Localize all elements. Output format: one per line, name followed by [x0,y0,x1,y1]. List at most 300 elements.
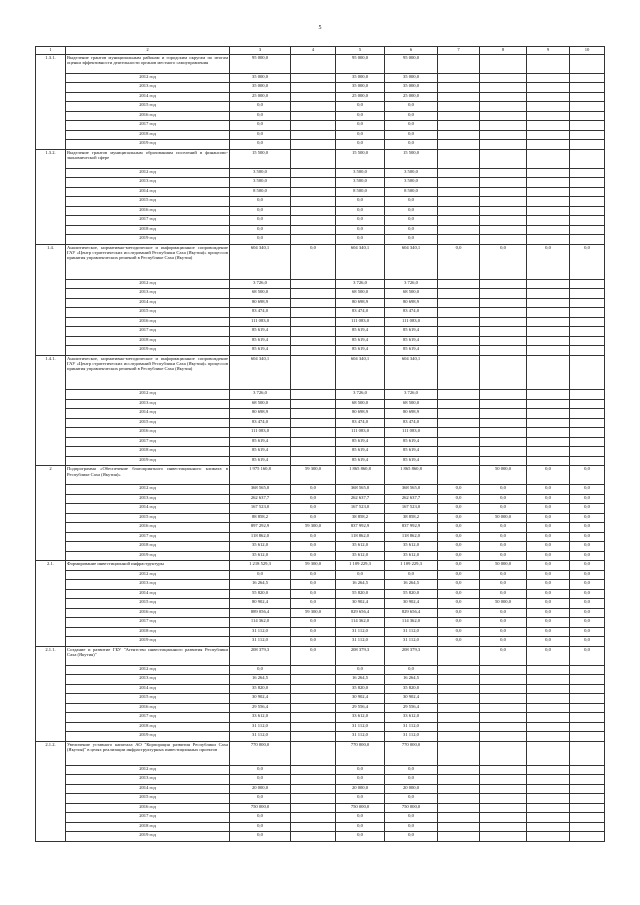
value-cell [570,784,605,794]
value-cell [527,121,570,131]
value-cell [291,168,336,178]
value-cell [527,784,570,794]
value-cell: 25 000,0 [385,92,438,102]
value-cell: 0,0 [438,485,480,495]
row-code: 2 [36,466,66,561]
value-cell: 1 975 160,8 [230,466,291,485]
value-cell [438,399,480,409]
value-cell [570,447,605,457]
year-row [36,216,605,226]
value-cell [291,298,336,308]
value-cell [291,437,336,447]
value-cell: 31 112,0 [336,732,385,742]
value-cell: 0,0 [527,504,570,514]
value-cell: 0,0 [385,235,438,245]
value-cell: 30 902,4 [336,599,385,609]
value-cell: 1 109 229,3 [385,561,438,571]
value-cell: 0,0 [336,111,385,121]
year-label: 2016 год [66,703,230,713]
year-label: 2017 год [66,121,230,131]
year-label: 2019 год [66,637,230,647]
value-cell: 0,0 [336,235,385,245]
year-label: 2013 год [66,83,230,93]
value-cell [291,308,336,318]
value-cell: 31 112,0 [336,722,385,732]
value-cell [438,225,480,235]
year-row [36,684,605,694]
value-cell: 0,0 [570,244,605,279]
year-label: 2016 год [66,111,230,121]
year-label: 2014 год [66,784,230,794]
value-cell [480,675,527,685]
value-cell [480,409,527,419]
value-cell: 0,0 [385,813,438,823]
value-cell: 208 379,3 [336,646,385,665]
value-cell: 0,0 [438,523,480,533]
value-cell: 0,0 [527,646,570,665]
value-cell: 30 902,4 [336,694,385,704]
value-cell [438,289,480,299]
value-cell [527,83,570,93]
value-cell [291,121,336,131]
column-header: 3 [230,47,291,55]
year-label: 2013 год [66,178,230,188]
value-cell: 0,0 [570,504,605,514]
year-row [36,570,605,580]
value-cell: 0,0 [385,121,438,131]
value-cell: 0,0 [480,570,527,580]
value-cell: 0,0 [336,765,385,775]
value-cell [438,722,480,732]
value-cell [570,684,605,694]
value-cell [570,317,605,327]
value-cell: 50 000,0 [480,513,527,523]
year-row [36,532,605,542]
year-row [36,111,605,121]
year-row [36,289,605,299]
year-label: 2012 год [66,279,230,289]
value-cell: 0,0 [291,542,336,552]
value-cell [527,140,570,150]
value-cell: 0,0 [527,485,570,495]
value-cell: 38 858,2 [336,513,385,523]
value-cell: 50 000,0 [480,599,527,609]
year-label: 2018 год [66,447,230,457]
value-cell [570,437,605,447]
value-cell [438,140,480,150]
year-row [36,832,605,842]
year-label: 2016 год [66,608,230,618]
value-cell [291,665,336,675]
value-cell: 35 820,0 [336,684,385,694]
value-cell: 0,0 [527,494,570,504]
value-cell [438,813,480,823]
value-cell [438,92,480,102]
value-cell: 0,0 [291,485,336,495]
value-cell [527,317,570,327]
value-cell [570,187,605,197]
value-cell: 0,0 [230,111,291,121]
value-cell [570,55,605,74]
value-cell: 85 619,4 [385,456,438,466]
value-cell [438,803,480,813]
value-cell: 167 523,0 [385,504,438,514]
value-cell: 0,0 [480,542,527,552]
value-cell: 35 612,0 [336,551,385,561]
year-row [36,83,605,93]
value-cell: 0,0 [438,599,480,609]
value-cell: 20 000,0 [230,784,291,794]
value-cell: 8 500,0 [385,187,438,197]
year-label: 2013 год [66,494,230,504]
table-row [36,55,605,74]
value-cell [291,694,336,704]
value-cell: 0,0 [570,618,605,628]
value-cell: 80 902,4 [230,599,291,609]
value-cell: 31 112,0 [385,732,438,742]
value-cell [291,428,336,438]
value-cell [570,298,605,308]
value-cell: 0,0 [385,832,438,842]
value-cell: 25 000,0 [230,92,291,102]
value-cell [480,130,527,140]
value-cell [570,346,605,356]
value-cell [291,713,336,723]
value-cell: 0,0 [336,102,385,112]
value-cell: 30 902,4 [385,694,438,704]
value-cell: 0,0 [230,794,291,804]
value-cell: 83 474,0 [385,308,438,318]
value-cell: 0,0 [438,570,480,580]
value-cell [570,418,605,428]
year-label: 2015 год [66,513,230,523]
row-title: Аналитическое, нормативно-методическое и информационное сопровождение ГАУ «Центр стратегических исследований Республики Саха (Якутия)» процессов принятия управленческих решений в Республике Саха (Якутия) [66,244,230,279]
year-row [36,775,605,785]
value-cell: 85 619,4 [230,447,291,457]
value-cell [480,803,527,813]
value-cell: 55 820,0 [336,589,385,599]
value-cell: 68 500,0 [336,289,385,299]
value-cell: 35 000,0 [385,73,438,83]
value-cell [438,784,480,794]
value-cell: 0,0 [336,121,385,131]
value-cell [527,197,570,207]
value-cell [527,346,570,356]
value-cell [527,456,570,466]
value-cell [291,92,336,102]
value-cell: 29 556,4 [336,703,385,713]
row-code: 2.1.1. [36,646,66,741]
year-label: 2016 год [66,523,230,533]
value-cell: 0,0 [438,494,480,504]
year-row [36,618,605,628]
value-cell [480,317,527,327]
value-cell [527,298,570,308]
value-cell: 31 112,0 [230,722,291,732]
value-cell [480,197,527,207]
value-cell: 111 083,0 [385,317,438,327]
year-row [36,551,605,561]
value-cell [527,813,570,823]
value-cell: 837 992,9 [336,523,385,533]
value-cell: 0,0 [527,570,570,580]
value-cell: 1 865 860,8 [336,466,385,485]
value-cell: 35 000,0 [230,73,291,83]
value-cell: 85 619,4 [385,327,438,337]
year-label: 2017 год [66,813,230,823]
value-cell [480,437,527,447]
value-cell [438,178,480,188]
value-cell [291,73,336,83]
year-label: 2018 год [66,822,230,832]
year-row [36,92,605,102]
value-cell [527,73,570,83]
year-row [36,390,605,400]
value-cell: 0,0 [385,206,438,216]
year-row [36,418,605,428]
value-cell: 118 862,0 [230,532,291,542]
value-cell: 30 902,4 [230,694,291,704]
value-cell: 0,0 [336,775,385,785]
value-cell: 20 000,0 [385,784,438,794]
value-cell: 3 500,0 [230,178,291,188]
value-cell [291,775,336,785]
value-cell [291,447,336,457]
value-cell [291,732,336,742]
year-row [36,168,605,178]
value-cell: 0,0 [438,244,480,279]
value-cell: 29 556,4 [230,703,291,713]
value-cell: 16 264,5 [385,580,438,590]
value-cell [291,216,336,226]
value-cell: 118 862,0 [385,532,438,542]
value-cell [527,216,570,226]
value-cell: 85 619,4 [336,327,385,337]
value-cell: 31 112,0 [385,637,438,647]
value-cell: 35 612,0 [336,542,385,552]
year-label: 2014 год [66,187,230,197]
value-cell: 55 820,0 [385,589,438,599]
value-cell [570,665,605,675]
year-label: 2013 год [66,675,230,685]
value-cell [438,646,480,665]
year-row [36,665,605,675]
value-cell [570,102,605,112]
value-cell: 770 000,0 [230,741,291,765]
row-title: Создание и развитие ГБУ "Агентство инвестиционного развития Республики Саха (Якутия)" [66,646,230,665]
value-cell: 0,0 [385,102,438,112]
row-code: 1.3.1. [36,55,66,150]
year-label: 2013 год [66,399,230,409]
value-cell: 368 565,0 [385,485,438,495]
value-cell [438,308,480,318]
value-cell [438,279,480,289]
value-cell: 0,0 [480,485,527,495]
value-cell: 0,0 [438,504,480,514]
value-cell [438,102,480,112]
year-label: 2019 год [66,732,230,742]
value-cell: 59 300,0 [291,608,336,618]
value-cell [570,355,605,390]
value-cell [570,308,605,318]
value-cell: 83 474,0 [336,308,385,318]
value-cell: 0,0 [570,485,605,495]
year-row [36,327,605,337]
value-cell [438,235,480,245]
value-cell [291,822,336,832]
year-row [36,456,605,466]
value-cell [570,399,605,409]
value-cell [480,684,527,694]
value-cell [438,327,480,337]
value-cell: 80 698,9 [230,298,291,308]
value-cell [570,140,605,150]
value-cell [570,765,605,775]
value-cell: 0,0 [570,561,605,571]
value-cell [480,187,527,197]
value-cell [291,83,336,93]
value-cell [570,803,605,813]
column-header: 2 [66,47,230,55]
value-cell: 8 500,0 [336,187,385,197]
year-label: 2013 год [66,580,230,590]
value-cell: 85 619,4 [336,437,385,447]
value-cell [527,765,570,775]
value-cell [291,317,336,327]
value-cell: 0,0 [527,523,570,533]
value-cell [438,765,480,775]
value-cell: 0,0 [527,589,570,599]
value-cell: 167 523,0 [336,504,385,514]
value-cell [438,346,480,356]
year-label: 2015 год [66,794,230,804]
value-cell: 85 619,4 [385,336,438,346]
value-cell: 118 862,0 [336,532,385,542]
year-row [36,130,605,140]
year-label: 2017 год [66,618,230,628]
year-label: 2012 год [66,390,230,400]
value-cell [480,102,527,112]
value-cell: 889 056,4 [230,608,291,618]
value-cell: 30 902,4 [385,599,438,609]
value-cell: 31 112,0 [385,722,438,732]
value-cell [480,784,527,794]
value-cell [527,832,570,842]
value-cell: 829 656,4 [336,608,385,618]
column-header: 4 [291,47,336,55]
value-cell [291,418,336,428]
value-cell [527,168,570,178]
value-cell: 16 264,5 [230,580,291,590]
value-cell [438,390,480,400]
value-cell [480,216,527,226]
value-cell [570,713,605,723]
value-cell: 0,0 [570,627,605,637]
column-header: 9 [527,47,570,55]
value-cell: 0,0 [480,523,527,533]
year-label: 2014 год [66,589,230,599]
year-label: 2015 год [66,599,230,609]
value-cell: 35 820,0 [385,684,438,694]
value-cell [527,279,570,289]
value-cell: 68 500,0 [230,399,291,409]
value-cell: 0,0 [336,832,385,842]
value-cell: 0,0 [230,225,291,235]
value-cell [527,111,570,121]
value-cell [527,665,570,675]
value-cell: 0,0 [438,551,480,561]
year-row [36,225,605,235]
value-cell [291,55,336,74]
table-row [36,741,605,765]
year-label: 2018 год [66,225,230,235]
value-cell [291,149,336,168]
value-cell [527,102,570,112]
value-cell [291,390,336,400]
value-cell: 0,0 [230,197,291,207]
value-cell [291,336,336,346]
value-cell: 55 820,0 [230,589,291,599]
value-cell [570,336,605,346]
value-cell: 3 500,0 [230,168,291,178]
value-cell: 80 698,9 [336,409,385,419]
value-cell: 68 500,0 [230,289,291,299]
value-cell [291,355,336,390]
value-cell: 0,0 [527,466,570,485]
value-cell [291,346,336,356]
value-cell: 604 340,1 [336,355,385,390]
value-cell: 0,0 [527,542,570,552]
value-cell [291,684,336,694]
value-cell: 0,0 [570,599,605,609]
value-cell [291,130,336,140]
value-cell [480,206,527,216]
value-cell: 1 109 229,3 [336,561,385,571]
value-cell [438,822,480,832]
row-title: Формирование инвестиционной инфраструктуры [66,561,230,571]
value-cell: 111 083,0 [336,317,385,327]
value-cell [480,289,527,299]
value-cell: 604 340,1 [385,244,438,279]
value-cell [570,216,605,226]
value-cell: 0,0 [570,494,605,504]
value-cell: 80 698,9 [385,409,438,419]
value-cell: 0,0 [291,637,336,647]
year-row [36,627,605,637]
value-cell [438,83,480,93]
value-cell [480,665,527,675]
value-cell [480,703,527,713]
value-cell: 0,0 [570,523,605,533]
value-cell [291,197,336,207]
value-cell: 0,0 [336,197,385,207]
value-cell [291,289,336,299]
value-cell: 0,0 [438,513,480,523]
value-cell [527,684,570,694]
value-cell [570,235,605,245]
value-cell [570,732,605,742]
value-cell: 68 500,0 [385,289,438,299]
year-row [36,346,605,356]
year-row [36,722,605,732]
value-cell: 95 000,0 [336,55,385,74]
value-cell [480,336,527,346]
value-cell: 85 619,4 [336,346,385,356]
value-cell: 0,0 [291,532,336,542]
year-row [36,694,605,704]
value-cell: 0,0 [230,813,291,823]
value-cell: 604 340,1 [230,355,291,390]
